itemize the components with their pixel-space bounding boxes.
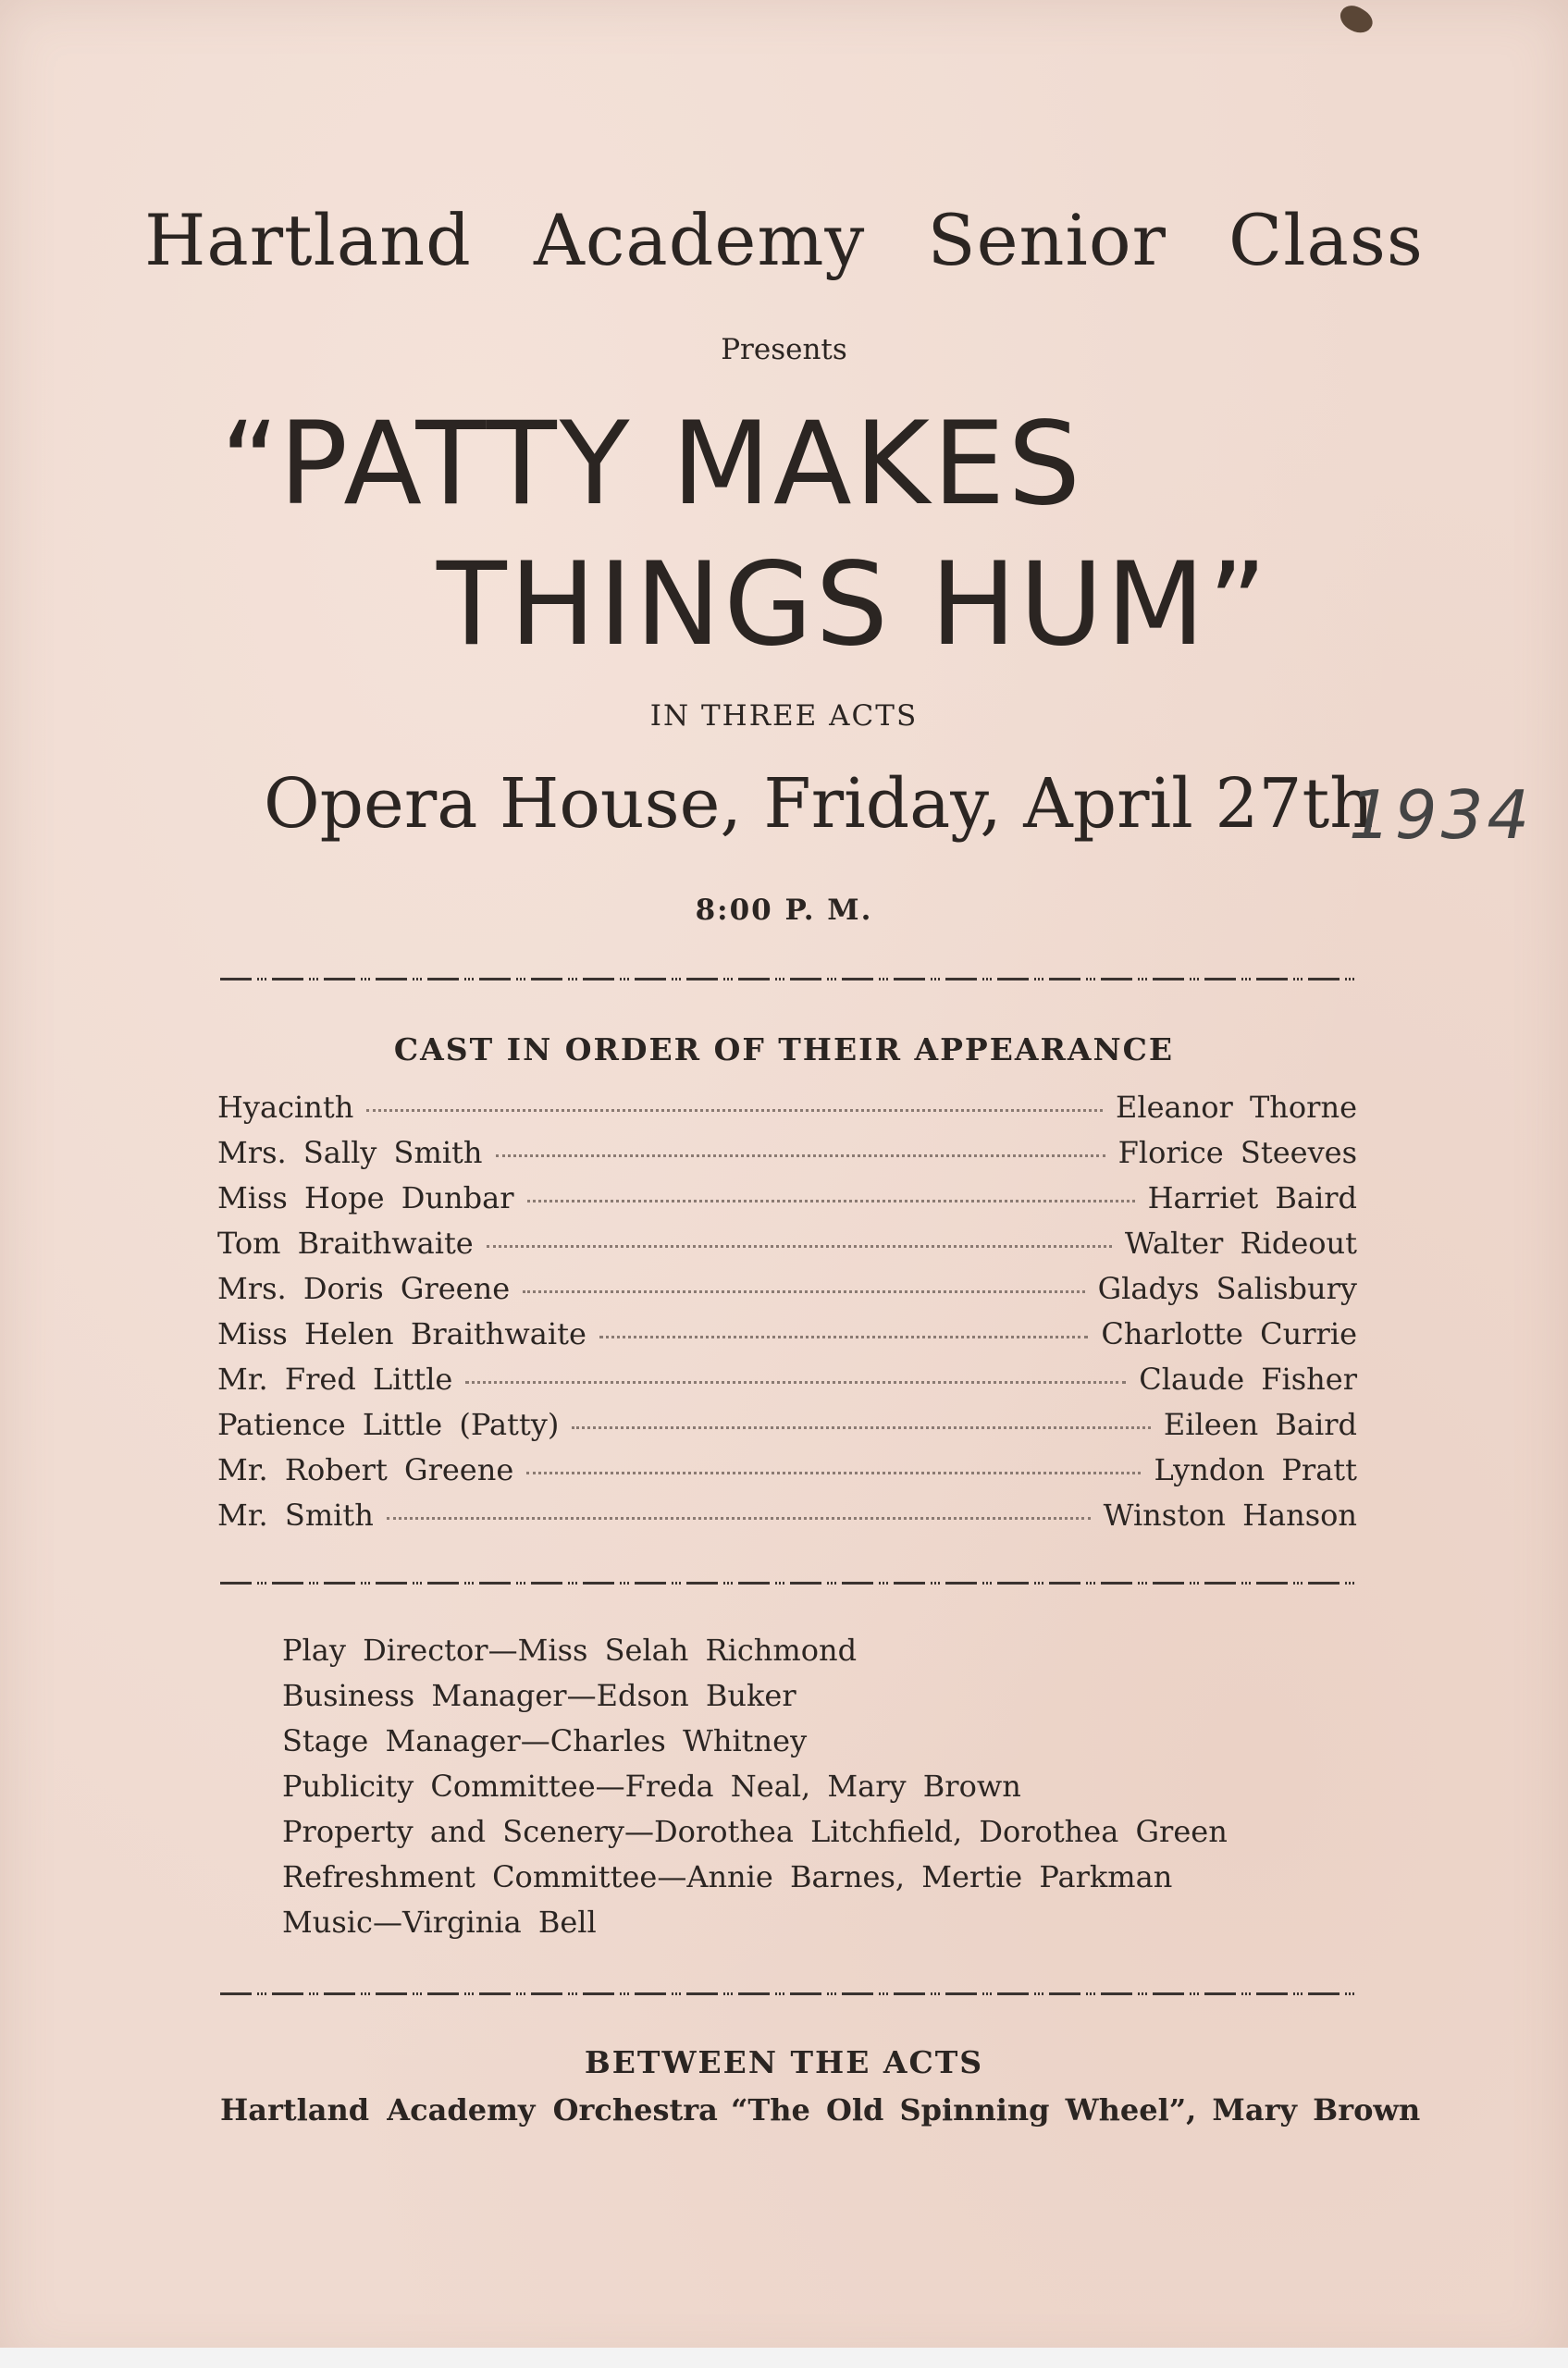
- crew-item: Refreshment Committee—Annie Barnes, Mertie Parkman: [282, 1859, 1173, 1894]
- cast-heading: CAST IN ORDER OF THEIR APPEARANCE: [393, 1031, 1175, 1067]
- play-title-line2: THINGS HUM”: [437, 538, 1270, 672]
- leader-dots: [465, 1380, 1126, 1384]
- cast-role: Hyacinth: [217, 1090, 354, 1125]
- between-acts-song: “The Old Spinning Wheel”, Mary Brown: [731, 2092, 1421, 2128]
- crew-list: [282, 1633, 1228, 1950]
- crew-item: Play Director—Miss Selah Richmond: [282, 1633, 858, 1668]
- crew-item: Publicity Committee—Freda Neal, Mary Brown: [282, 1769, 1021, 1804]
- between-acts-orchestra: Hartland Academy Orchestra: [220, 2092, 718, 2128]
- crew-item: Music—Virginia Bell: [282, 1905, 597, 1940]
- leader-dots: [572, 1425, 1151, 1429]
- cast-row: [217, 1135, 1357, 1180]
- cast-role: Miss Helen Braithwaite: [217, 1316, 586, 1351]
- divider-rule: [220, 1989, 1358, 1998]
- leader-dots: [487, 1244, 1112, 1248]
- cast-role: Mr. Smith: [217, 1498, 374, 1533]
- cast-row: [217, 1226, 1357, 1271]
- venue-date: Opera House, Friday, April 27th: [264, 764, 1374, 844]
- cast-actor: Walter Rideout: [1124, 1226, 1357, 1261]
- cast-role: Mrs. Doris Greene: [217, 1271, 511, 1306]
- cast-role: Patience Little (Patty): [217, 1407, 560, 1442]
- show-time: 8:00 P. M.: [695, 894, 873, 927]
- leader-dots: [496, 1153, 1105, 1157]
- crew-item: Property and Scenery—Dorothea Litchfield, Dorothea Green: [282, 1814, 1228, 1849]
- cast-row: [217, 1452, 1357, 1498]
- divider-rule: [220, 974, 1358, 983]
- crew-item: Stage Manager—Charles Whitney: [282, 1723, 808, 1758]
- cast-actor: Winston Hanson: [1103, 1498, 1357, 1533]
- acts-label: IN THREE ACTS: [649, 699, 919, 733]
- cast-row: [217, 1090, 1357, 1135]
- cast-actor: Eileen Baird: [1163, 1407, 1357, 1442]
- leader-dots: [366, 1108, 1103, 1112]
- scan-edge: [0, 2348, 1568, 2368]
- class-heading: Hartland Academy Senior Class: [144, 199, 1424, 281]
- cast-role: Miss Hope Dunbar: [217, 1180, 514, 1215]
- leader-dots: [523, 1289, 1084, 1293]
- paper-stain: [1336, 0, 1377, 39]
- cast-row: [217, 1271, 1357, 1316]
- divider-rule: [220, 1578, 1358, 1587]
- leader-dots: [527, 1199, 1135, 1202]
- cast-row: [217, 1498, 1357, 1543]
- cast-role: Mr. Fred Little: [217, 1362, 453, 1397]
- cast-actor: Charlotte Currie: [1101, 1316, 1357, 1351]
- cast-row: [217, 1362, 1357, 1407]
- leader-dots: [599, 1335, 1088, 1338]
- cast-actor: Eleanor Thorne: [1115, 1090, 1357, 1125]
- cast-actor: Lyndon Pratt: [1154, 1452, 1357, 1487]
- cast-row: [217, 1407, 1357, 1452]
- handwritten-year: 1934: [1349, 776, 1534, 854]
- cast-row: [217, 1180, 1357, 1226]
- presents-label: Presents: [721, 333, 847, 366]
- cast-actor: Florice Steeves: [1117, 1135, 1357, 1170]
- cast-list: [217, 1090, 1357, 1543]
- cast-row: [217, 1316, 1357, 1362]
- cast-actor: Harriet Baird: [1147, 1180, 1357, 1215]
- cast-role: Mr. Robert Greene: [217, 1452, 514, 1487]
- cast-role: Mrs. Sally Smith: [217, 1135, 483, 1170]
- crew-item: Business Manager—Edson Buker: [282, 1678, 796, 1713]
- cast-role: Tom Braithwaite: [217, 1226, 474, 1261]
- cast-actor: Gladys Salisbury: [1097, 1271, 1357, 1306]
- cast-actor: Claude Fisher: [1139, 1362, 1357, 1397]
- play-title-line1: “PATTY MAKES: [220, 398, 1084, 531]
- between-acts-heading: BETWEEN THE ACTS: [584, 2044, 984, 2080]
- leader-dots: [526, 1471, 1141, 1474]
- leader-dots: [387, 1516, 1091, 1520]
